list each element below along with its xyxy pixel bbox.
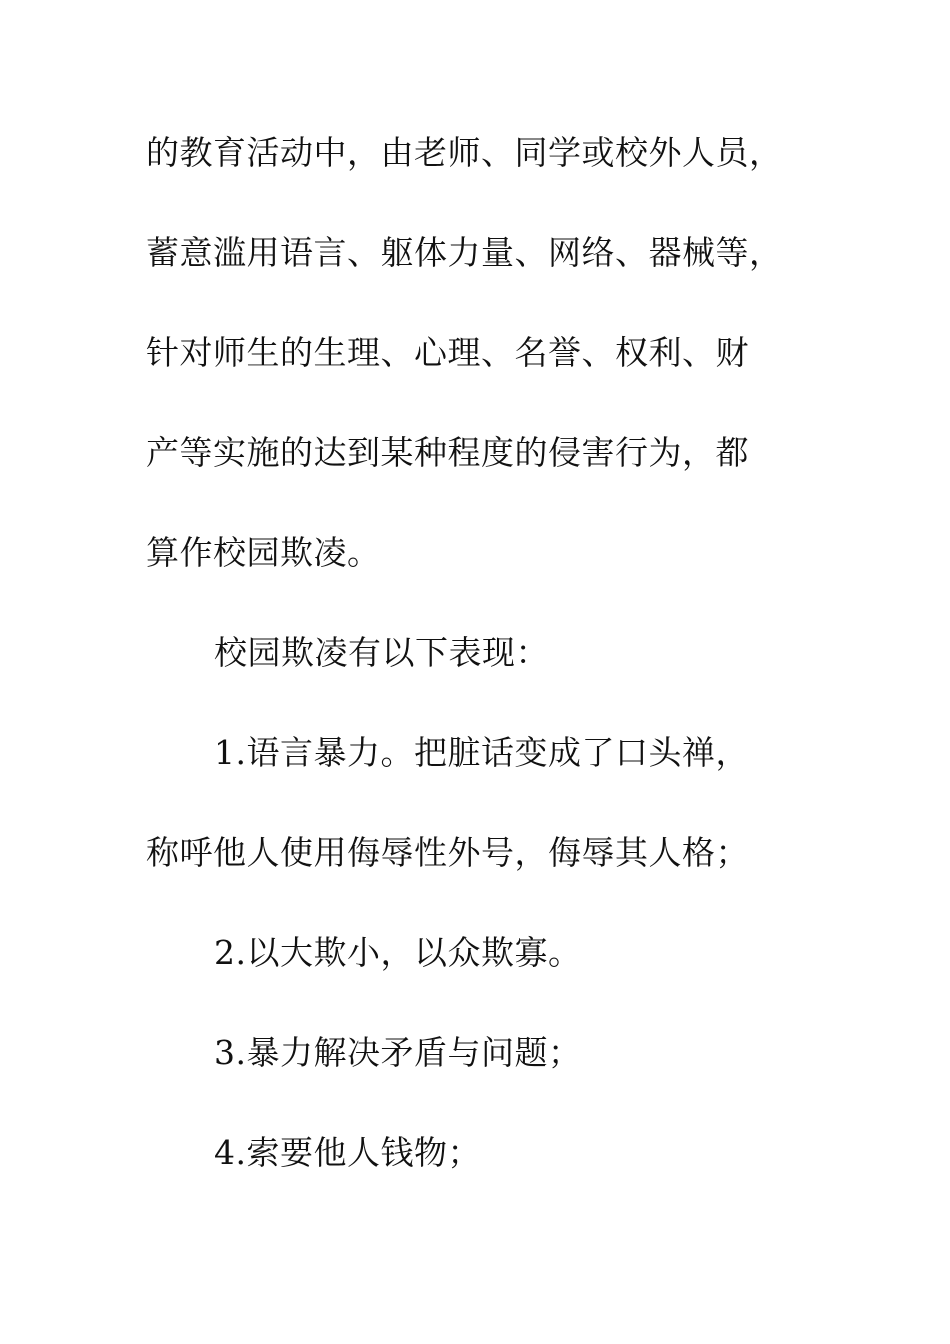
list-item-4: 4.索要他人钱物； [214,1133,481,1172]
paragraph-line-5: 算作校园欺凌。 [146,533,381,572]
list-item-1-continued: 称呼他人使用侮辱性外号，侮辱其人格； [146,833,749,872]
list-item-1: 1.语言暴力。把脏话变成了口头禅， [214,733,749,772]
section-intro: 校园欺凌有以下表现： [214,633,549,672]
paragraph-line-1: 的教育活动中，由老师、同学或校外人员， [146,133,783,172]
paragraph-line-2: 蓄意滥用语言、躯体力量、网络、器械等， [146,233,783,272]
list-item-2: 2.以大欺小，以众欺寡。 [214,933,582,972]
paragraph-line-4: 产等实施的达到某种程度的侵害行为，都 [146,433,749,472]
paragraph-line-3: 针对师生的生理、心理、名誉、权利、财 [146,333,749,372]
list-item-3: 3.暴力解决矛盾与问题； [214,1033,582,1072]
